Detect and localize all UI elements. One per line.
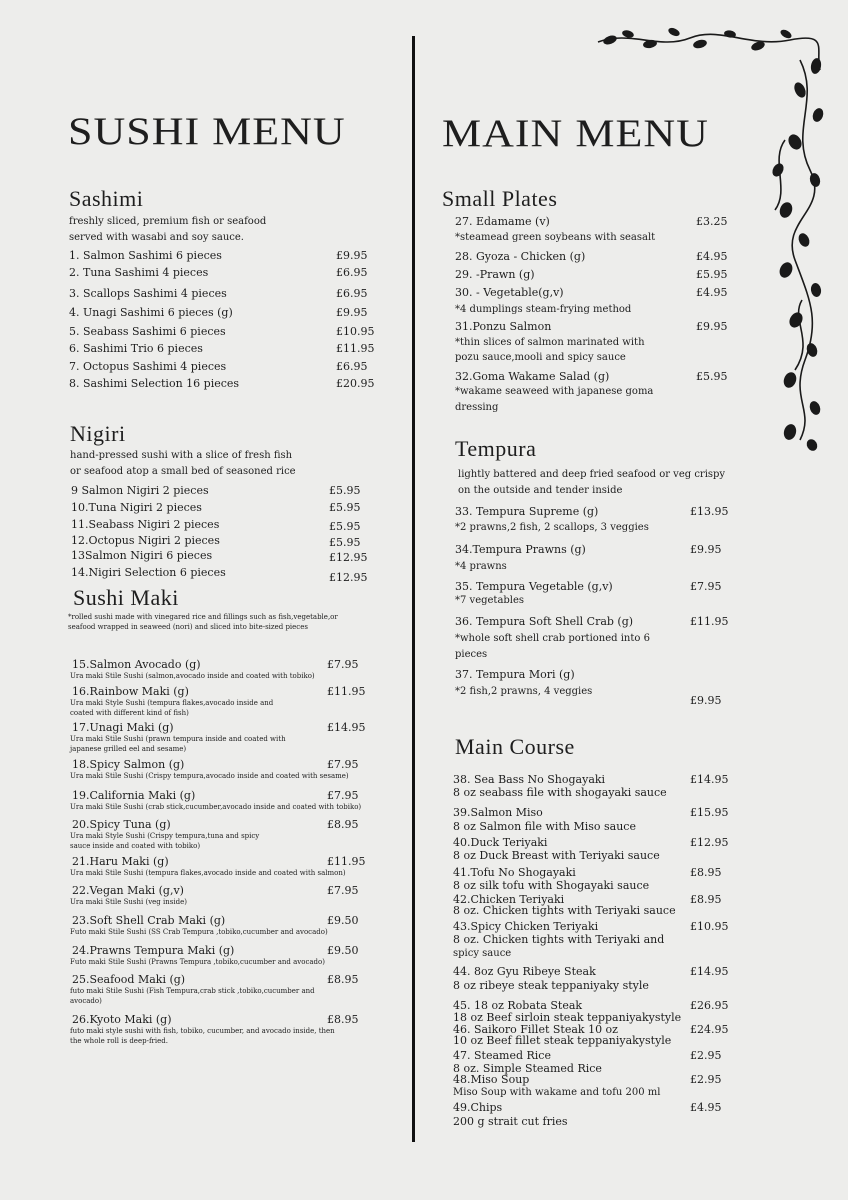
menu-item-price: £2.95 (690, 1049, 722, 1062)
menu-item-name: 9 Salmon Nigiri 2 pieces (71, 484, 209, 497)
maki-heading: Sushi Maki (73, 585, 179, 610)
menu-item-note: Ura maki Stile Sushi (Crispy tempura,avocado inside and coated with sesame) (70, 772, 349, 780)
menu-item-name: 46. Saikoro Fillet Steak 10 oz (453, 1023, 618, 1036)
menu-item-name: 3. Scallops Sashimi 4 pieces (69, 287, 227, 300)
menu-item-name: 18 oz Beef sirloin steak teppaniyakystyle (453, 1011, 682, 1024)
menu-item-name: 30. - Vegetable(g,v) (455, 286, 564, 299)
menu-item-name: 13Salmon Nigiri 6 pieces (71, 549, 213, 562)
menu-item-name: 27. Edamame (v) (455, 215, 550, 228)
menu-item-name: 24.Prawns Tempura Maki (g) (72, 944, 235, 957)
menu-item-note: Ura maki Style Sushi (tempura flakes,avocado inside and (70, 699, 274, 707)
menu-item-note: Ura maki Style Sushi (Crispy tempura,tuna and spicy (70, 832, 260, 840)
menu-item-price: £14.95 (327, 721, 366, 734)
menu-item-price: £7.95 (327, 758, 359, 771)
menu-item-name: 35. Tempura Vegetable (g,v) (455, 580, 613, 593)
menu-item-name: 34.Tempura Prawns (g) (455, 543, 586, 556)
menu-item-name: 32.Goma Wakame Salad (g) (455, 370, 610, 383)
menu-item-note: futo maki style sushi with fish, tobiko, cucumber, and avocado inside, then (70, 1027, 335, 1035)
menu-item-name: 2. Tuna Sashimi 4 pieces (69, 266, 209, 279)
menu-item-name: 15.Salmon Avocado (g) (72, 658, 201, 671)
menu-item-note: japanese grilled eel and sesame) (70, 745, 187, 753)
tempura-desc: lightly battered and deep fried seafood or veg crispy on the outside and tender inside (458, 469, 726, 496)
menu-item-price: £2.95 (690, 1073, 722, 1086)
nigiri-heading: Nigiri (70, 421, 126, 446)
menu-item-price: £11.95 (690, 615, 729, 628)
menu-item-name: 48.Miso Soup (453, 1073, 530, 1086)
menu-item-name: 29. -Prawn (g) (455, 268, 535, 281)
menu-item-price: £7.95 (327, 884, 359, 897)
menu-item-price: £14.95 (690, 965, 729, 978)
menu-item-name: 47. Steamed Rice (453, 1049, 551, 1062)
menu-item-name: 41.Tofu No Shogayaki (453, 866, 576, 879)
menu-item-name: 37. Tempura Mori (g) (455, 668, 575, 681)
menu-item-name: 10 oz Beef fillet steak teppaniyakystyle (453, 1034, 672, 1047)
menu-item-name: 18.Spicy Salmon (g) (72, 758, 185, 771)
menu-item-price: £8.95 (690, 866, 722, 879)
menu-item-name: 22.Vegan Maki (g,v) (72, 884, 184, 897)
menu-item-name: 49.Chips (453, 1101, 503, 1114)
menu-item-name: 10.Tuna Nigiri 2 pieces (71, 501, 202, 514)
menu-item-name: 21.Haru Maki (g) (72, 855, 169, 868)
menu-item-price: £8.95 (327, 973, 359, 986)
sashimi-desc: freshly sliced, premium fish or seafood served with wasabi and soy sauce. (69, 216, 267, 243)
menu-item-price: £15.95 (690, 806, 729, 819)
menu-item-name: 39.Salmon Miso (453, 806, 543, 819)
menu-item-note: Ura maki Stile Sushi (crab stick,cucumber,avocado inside and coated with tobiko) (70, 803, 362, 811)
menu-item-price: £6.95 (336, 266, 368, 279)
menu-item-name: 6. Sashimi Trio 6 pieces (69, 342, 203, 355)
menu-item-price: £11.95 (327, 685, 366, 698)
menu-item-note: Futo maki Stile Sushi (Prawns Tempura ,tobiko,cucumber and avocado) (70, 958, 325, 966)
menu-item-price: £9.50 (327, 914, 359, 927)
menu-item-note: the whole roll is deep-fried. (70, 1037, 168, 1045)
menu-item-note: avocado) (70, 997, 102, 1005)
menu-item-name: 43.Spicy Chicken Teriyaki (453, 920, 599, 933)
menu-item-price: £6.95 (336, 360, 368, 373)
menu-item-note: *thin slices of salmon marinated with (455, 337, 645, 348)
menu-item-price: £12.95 (690, 836, 729, 849)
menu-item-price: £9.95 (696, 320, 728, 333)
menu-item-price: £13.95 (690, 505, 729, 518)
menu-item-name: 20.Spicy Tuna (g) (72, 818, 171, 831)
menu-item-name: 17.Unagi Maki (g) (72, 721, 174, 734)
nigiri-desc: hand-pressed sushi with a slice of fresh fish or seafood atop a small bed of seasoned rice (70, 450, 296, 477)
menu-item-note: Miso Soup with wakame and tofu 200 ml (453, 1087, 661, 1098)
menu-item-name: 8 oz. Chicken tights with Teriyaki and (453, 933, 665, 946)
menu-item-name: 23.Soft Shell Crab Maki (g) (72, 914, 226, 927)
menu-item-price: £9.95 (690, 694, 722, 707)
menu-item-note: *whole soft shell crab portioned into 6 (455, 633, 650, 644)
menu-item-price: £26.95 (690, 999, 729, 1012)
menu-item-price: £7.95 (690, 580, 722, 593)
menu-item-price: £7.95 (327, 658, 359, 671)
menu-item-price: £5.95 (696, 370, 728, 383)
menu-item-price: £5.95 (329, 501, 361, 514)
menu-item-note: spicy sauce (453, 948, 512, 959)
main-course-heading: Main Course (455, 734, 575, 759)
menu-item-note: Ura maki Stile Sushi (prawn tempura inside and coated with (70, 735, 286, 743)
menu-item-note: coated with different kind of fish) (70, 709, 189, 717)
menu-item-price: £9.50 (327, 944, 359, 957)
menu-item-name: 14.Nigiri Selection 6 pieces (71, 566, 226, 579)
menu-item-name: 8. Sashimi Selection 16 pieces (69, 377, 240, 390)
tempura-heading: Tempura (455, 436, 537, 461)
menu-item-name: 8 oz seabass file with shogayaki sauce (453, 786, 667, 799)
sashimi-heading: Sashimi (69, 186, 144, 211)
menu-item-note: pieces (455, 649, 488, 660)
menu-item-name: 38. Sea Bass No Shogayaki (453, 773, 606, 786)
menu-item-name: 11.Seabass Nigiri 2 pieces (71, 518, 220, 531)
menu-item-name: 40.Duck Teriyaki (453, 836, 548, 849)
menu-item-price: £4.95 (696, 250, 728, 263)
menu-item-name: 42.Chicken Teriyaki (453, 893, 565, 906)
menu-item-name: 45. 18 oz Robata Steak (453, 999, 583, 1012)
menu-item-name: 200 g strait cut fries (453, 1115, 568, 1128)
menu-item-price: £12.95 (329, 571, 368, 584)
menu-item-name: 8 oz silk tofu with Shogayaki sauce (453, 879, 650, 892)
menu-item-price: £5.95 (329, 484, 361, 497)
menu-item-note: *4 prawns (455, 561, 507, 572)
menu-item-name: 19.California Maki (g) (72, 789, 196, 802)
menu-item-name: 1. Salmon Sashimi 6 pieces (69, 249, 222, 262)
menu-item-note: *wakame seaweed with japanese goma (455, 386, 654, 397)
menu-item-name: 8 oz. Chicken tights with Teriyaki sauce (453, 904, 676, 917)
menu-item-note: *2 fish,2 prawns, 4 veggies (455, 686, 593, 697)
menu-item-name: 44. 8oz Gyu Ribeye Steak (453, 965, 596, 978)
menu-item-name: 5. Seabass Sashimi 6 pieces (69, 325, 226, 338)
menu-item-name: 8 oz Duck Breast with Teriyaki sauce (453, 849, 660, 862)
sushi-menu-title: SUSHI MENU (68, 108, 346, 153)
menu-item-price: £8.95 (327, 1013, 359, 1026)
menu-item-price: £5.95 (329, 520, 361, 533)
menu-item-price: £8.95 (327, 818, 359, 831)
menu-item-price: £9.95 (336, 249, 368, 262)
menu-item-name: 36. Tempura Soft Shell Crab (g) (455, 615, 634, 628)
menu-item-price: £10.95 (690, 920, 729, 933)
menu-item-name: 28. Gyoza - Chicken (g) (455, 250, 586, 263)
main-menu-title: MAIN MENU (442, 110, 709, 155)
menu-item-price: £6.95 (336, 287, 368, 300)
menu-item-price: £20.95 (336, 377, 375, 390)
menu-item-price: £5.95 (696, 268, 728, 281)
menu-item-price: £9.95 (690, 543, 722, 556)
menu-item-price: £5.95 (329, 536, 361, 549)
menu-item-price: £4.95 (690, 1101, 722, 1114)
menu-item-name: 33. Tempura Supreme (g) (455, 505, 599, 518)
menu-item-note: *steamead green soybeans with seasalt (455, 232, 656, 243)
menu-item-price: £4.95 (696, 286, 728, 299)
menu-item-name: 16.Rainbow Maki (g) (72, 685, 189, 698)
menu-item-note: futo maki Stile Sushi (Fish Tempura,crab stick ,tobiko,cucumber and (70, 987, 315, 995)
menu-item-name: 8 oz Salmon file with Miso sauce (453, 820, 636, 833)
menu-item-price: £8.95 (690, 893, 722, 906)
menu-item-price: £12.95 (329, 551, 368, 564)
menu-item-name: 25.Seafood Maki (g) (72, 973, 186, 986)
menu-item-note: Ura maki Stile Sushi (tempura flakes,avocado inside and coated with salmon) (70, 869, 346, 877)
menu-item-price: £14.95 (690, 773, 729, 786)
menu-item-name: 31.Ponzu Salmon (455, 320, 552, 333)
menu-item-note: *4 dumplings steam-frying method (455, 304, 632, 315)
menu-item-name: 26.Kyoto Maki (g) (72, 1013, 172, 1026)
menu-item-price: £10.95 (336, 325, 375, 338)
menu-item-price: £11.95 (336, 342, 375, 355)
menu-item-note: Futo maki Stile Sushi (SS Crab Tempura ,tobiko,cucumber and avocado) (70, 928, 328, 936)
menu-item-note: Ura maki Stile Sushi (veg inside) (70, 898, 187, 906)
menu-item-note: Ura maki Stile Sushi (salmon,avocado inside and coated with tobiko) (70, 672, 315, 680)
menu-item-note: sauce inside and coated with tobiko) (70, 842, 201, 850)
menu-item-price: £7.95 (327, 789, 359, 802)
menu-item-note: *7 vegetables (455, 595, 525, 606)
menu-item-price: £24.95 (690, 1023, 729, 1036)
menu-item-name: 8 oz ribeye steak teppaniyaky style (453, 979, 649, 992)
menu-item-name: 8 oz. Simple Steamed Rice (453, 1062, 602, 1075)
menu-item-note: dressing (455, 402, 499, 413)
menu-item-note: *2 prawns,2 fish, 2 scallops, 3 veggies (455, 522, 649, 533)
maki-desc: *rolled sushi made with vinegared rice and fillings such as fish,vegetable,or seafood wrapped in seaweed (nori) and sliced into bite-sized pieces (68, 613, 338, 631)
menu-item-name: 4. Unagi Sashimi 6 pieces (g) (69, 306, 233, 319)
menu-item-note: pozu sauce,mooli and spicy sauce (455, 352, 626, 363)
menu-item-price: £9.95 (336, 306, 368, 319)
menu-item-name: 12.Octopus Nigiri 2 pieces (71, 534, 220, 547)
menu-item-name: 7. Octopus Sashimi 4 pieces (69, 360, 227, 373)
menu-item-price: £3.25 (696, 215, 728, 228)
column-divider (412, 36, 415, 1142)
menu-item-price: £11.95 (327, 855, 366, 868)
small-plates-heading: Small Plates (442, 186, 558, 211)
